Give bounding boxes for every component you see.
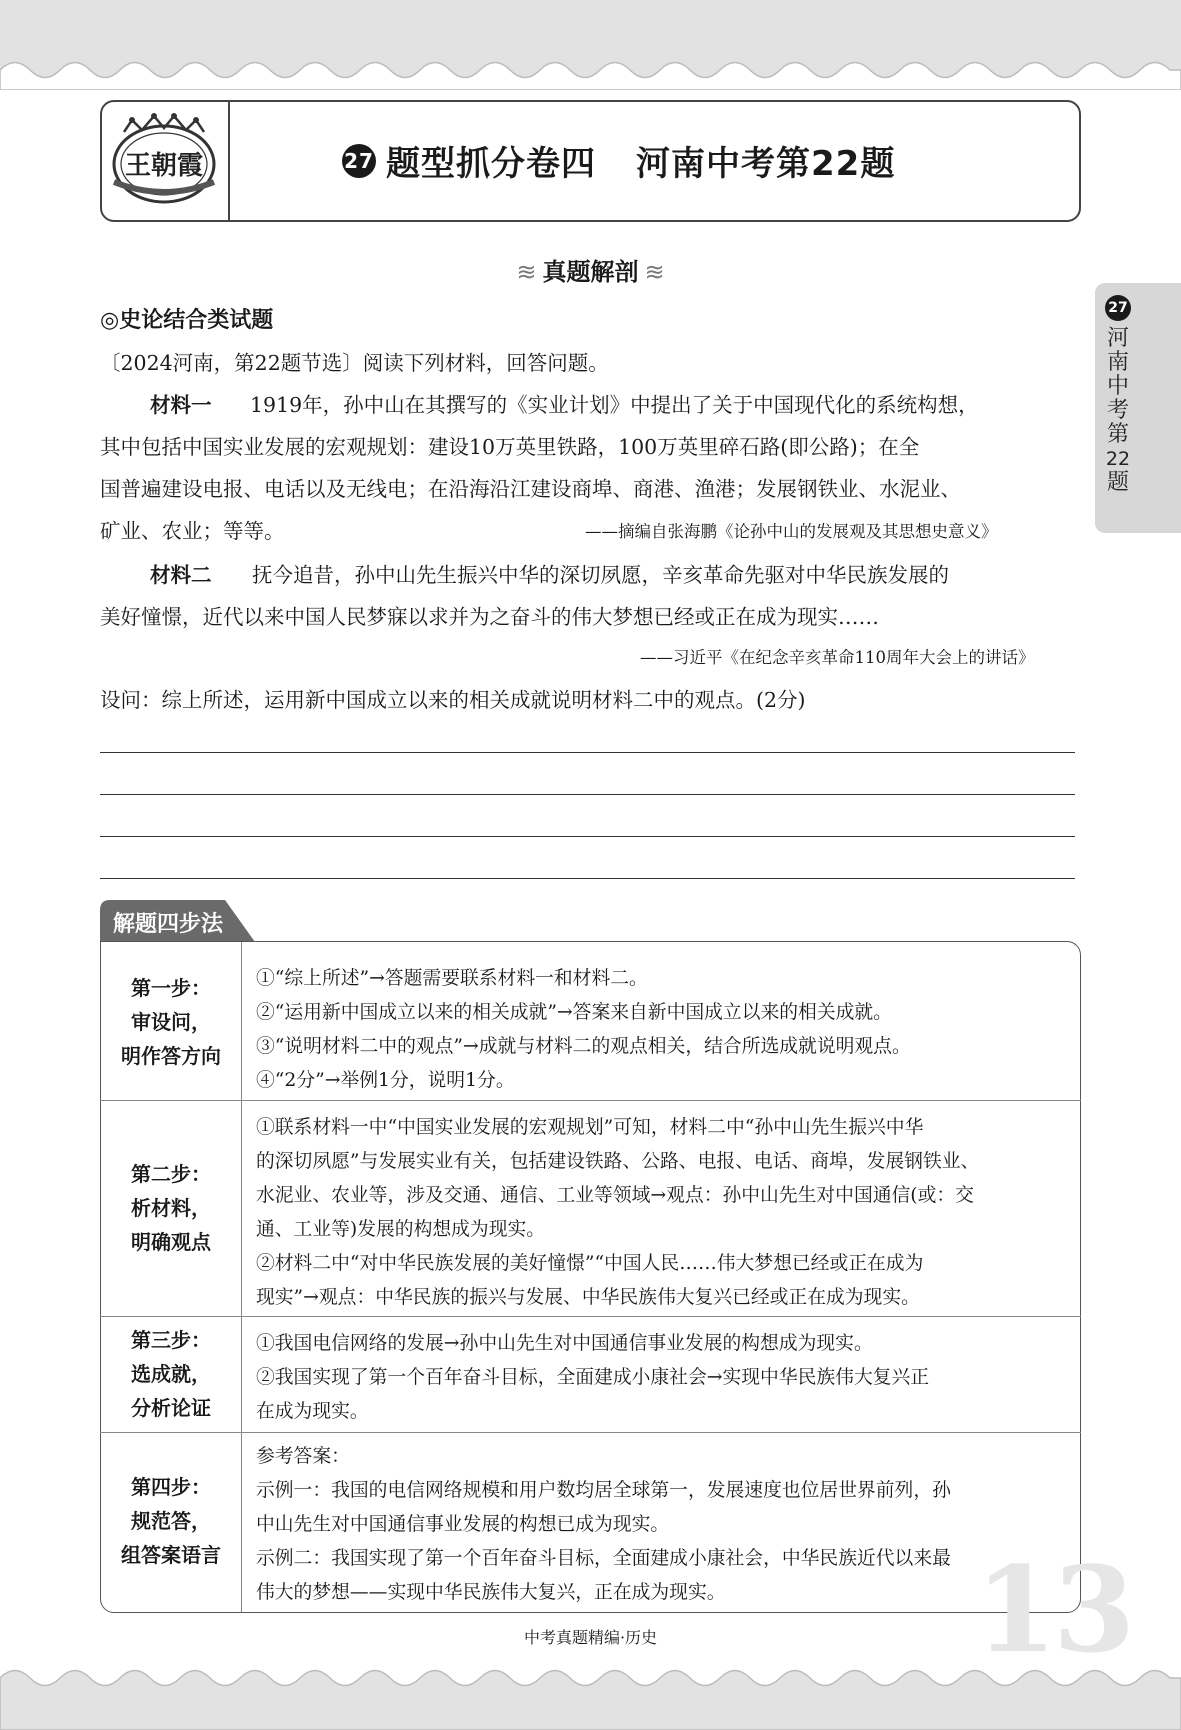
step2-line: 的深切夙愿”与发展实业有关，包括建设铁路、公路、电报、电话、商埠，发展钢铁业、 [256,1151,980,1172]
side-tab [1095,283,1181,533]
title-number-badge: 27 [342,144,376,178]
table-row-divider [100,1100,1081,1101]
material1-line: 其中包括中国实业发展的宏观规划：建设10万英里铁路，100万英里碎石路(即公路)；在全 [100,435,920,459]
top-wave-border [0,50,1181,90]
material2-source: ——习近平《在纪念辛亥革命110周年大会上的讲话》 [640,648,1035,667]
step2-label: 第二步： 析材料， 明确观点 [131,1162,211,1254]
material2-line: 美好憧憬，近代以来中国人民梦寐以求并为之奋斗的伟大梦想已经或正在成为现实…… [100,605,879,629]
question-type-heading: ◎史论结合类试题 [100,308,274,333]
step4-line: 伟大的梦想——实现中华民族伟大复兴，正在成为现实。 [256,1582,726,1603]
material1-line: 矿业、农业；等等。 [100,519,285,543]
logo-area [102,102,230,220]
answer-line [100,752,1075,753]
material1-line: 1919年，孙中山在其撰写的《实业计划》中提出了关于中国现代化的系统构想， [250,393,979,417]
material1-source: ——摘编自张海鹏《论孙中山的发展观及其思想史意义》 [585,522,998,541]
material1-line: 国普遍建设电报、电话以及无线电；在沿海沿江建设商埠、商港、渔港；发展钢铁业、水泥业、 [100,477,961,501]
step2-line: 现实”→观点：中华民族的振兴与发展、中华民族伟大复兴已经或正在成为现实。 [256,1287,920,1308]
answer-line [100,836,1075,837]
material1-label: 材料一 [150,393,212,417]
step1-line: ④“2分”→举例1分，说明1分。 [256,1070,515,1091]
side-tab-text: 河 南 中 考 第 22 题 [1105,326,1131,495]
footer-text: 中考真题精编·历史 [523,1628,658,1647]
side-tab-number: 27 [1105,295,1131,321]
step3-line: ①我国电信网络的发展→孙中山先生对中国通信事业发展的构想成为现实。 [256,1333,873,1354]
answer-line [100,794,1075,795]
bottom-wave-border [0,1648,1181,1730]
table-column-divider [241,942,242,1612]
wave-decoration-icon: ≋ [516,258,537,286]
svg-text:王朝霞: 王朝霞 [124,151,204,181]
step3-line: 在成为现实。 [256,1401,369,1422]
brand-logo-icon [102,102,226,218]
step1-label: 第一步： 审设问， 明作答方向 [121,976,221,1068]
wave-decoration-icon: ≋ [644,258,665,286]
table-row-divider [100,1432,1081,1433]
answer-line [100,878,1075,879]
step1-line: ①“综上所述”→答题需要联系材料一和材料二。 [256,968,648,989]
step4-label: 第四步： 规范答， 组答案语言 [121,1475,221,1567]
step3-label: 第三步： 选成就， 分析论证 [131,1328,211,1420]
material2-line: 抚今追昔，孙中山先生振兴中华的深切夙愿，辛亥革命先驱对中华民族发展的 [252,563,949,587]
step2-line: 通、工业等)发展的构想成为现实。 [256,1219,546,1240]
page-title [342,136,895,185]
table-row-divider [100,1316,1081,1317]
step1-line: ③“说明材料二中的观点”→成就与材料二的观点相关，结合所选成就说明观点。 [256,1036,911,1057]
step3-line: ②我国实现了第一个百年奋斗目标，全面建成小康社会→实现中华民族伟大复兴正 [256,1367,930,1388]
title-part1: 题型抓分卷四 [386,144,596,184]
step1-line: ②“运用新中国成立以来的相关成就”→答案来自新中国成立以来的相关成就。 [256,1002,892,1023]
step2-line: ②材料二中“对中华民族发展的美好憧憬”“中国人民……伟大梦想已经或正在成为 [256,1253,924,1274]
steps-header-label: 解题四步法 [113,912,224,937]
step2-line: ①联系材料一中“中国实业发展的宏观规划”可知，材料二中“孙中山先生振兴中华 [256,1117,924,1138]
material2-label: 材料二 [150,563,212,587]
step4-line: 示例二：我国实现了第一个百年奋斗目标，全面建成小康社会，中华民族近代以来最 [256,1548,951,1569]
step4-line: 示例一：我国的电信网络规模和用户数均居全球第一，发展速度也位居世界前列，孙 [256,1480,951,1501]
page-number: 13 [975,1540,1132,1679]
step2-line: 水泥业、农业等，涉及交通、通信、工业等领域→观点：孙中山先生对中国通信(或：交 [256,1185,974,1206]
step4-line: 参考答案： [256,1446,350,1467]
question-ask: 设问：综上所述，运用新中国成立以来的相关成就说明材料二中的观点。(2分) [100,688,806,712]
step4-line: 中山先生对中国通信事业发展的构想已成为现实。 [256,1514,670,1535]
question-source: 〔2024河南，第22题节选〕阅读下列材料，回答问题。 [100,351,609,375]
section-title: ≋ 真题解剖 ≋ [516,258,665,286]
title-part2: 河南中考第22题 [636,144,896,184]
header-box [100,100,1081,222]
